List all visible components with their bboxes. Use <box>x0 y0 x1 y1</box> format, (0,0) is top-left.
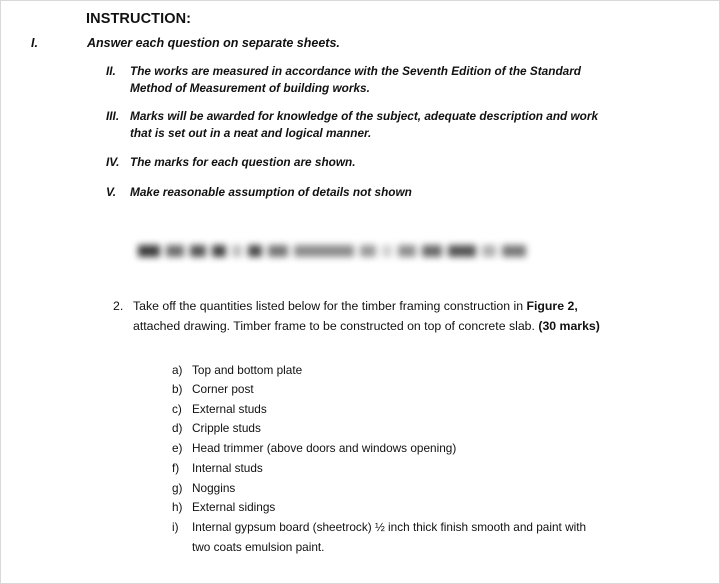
note-2-line-1: The works are measured in accordance with the Seventh Edition of the Standard <box>130 64 582 78</box>
note-numeral-4: IV. <box>106 155 120 169</box>
list-item: Noggins <box>192 481 236 495</box>
list-item-continuation: two coats emulsion paint. <box>192 540 325 554</box>
list-item: Corner post <box>192 382 254 396</box>
question-line-1-text: Take off the quantities listed below for the timber framing construction in <box>133 299 527 313</box>
list-item-letter: i) <box>172 520 179 534</box>
list-item-letter: a) <box>172 363 183 377</box>
list-item: Internal studs <box>192 461 263 475</box>
question-number: 2. <box>113 299 124 313</box>
question-line-1 <box>133 299 578 313</box>
note-3-line-2: that is set out in a neat and logical manner. <box>130 126 372 140</box>
list-item: Head trimmer (above doors and windows opening) <box>192 441 457 455</box>
list-item: Internal gypsum board (sheetrock) ½ inch thick finish smooth and paint with <box>192 520 587 534</box>
list-item: Top and bottom plate <box>192 363 303 377</box>
list-item-letter: e) <box>172 441 183 455</box>
list-item-letter: d) <box>172 421 183 435</box>
instruction-heading: INSTRUCTION: <box>86 11 192 27</box>
list-item-letter: c) <box>172 402 182 416</box>
list-item: External sidings <box>192 500 276 514</box>
section-numeral: I. <box>31 36 38 50</box>
figure-reference: Figure 2, <box>526 299 578 313</box>
note-numeral-3: III. <box>106 109 120 123</box>
list-item: Cripple studs <box>192 421 261 435</box>
note-4-line-1: The marks for each question are shown. <box>130 155 356 169</box>
list-item: External studs <box>192 402 267 416</box>
question-line-2-text: attached drawing. Timber frame to be constructed on top of concrete slab. <box>133 319 539 333</box>
section-text: Answer each question on separate sheets. <box>87 36 340 50</box>
marks-label: (30 marks) <box>538 319 600 333</box>
list-item-letter: g) <box>172 481 183 495</box>
note-2-line-2: Method of Measurement of building works. <box>130 81 370 95</box>
note-numeral-2: II. <box>106 64 116 78</box>
list-item-letter: h) <box>172 500 183 514</box>
note-5-line-1: Make reasonable assumption of details not shown <box>130 185 412 199</box>
redacted-text-block <box>138 233 618 269</box>
note-3-line-1: Marks will be awarded for knowledge of the subject, adequate description and work <box>130 109 599 123</box>
list-item-letter: b) <box>172 382 183 396</box>
note-numeral-5: V. <box>106 185 117 199</box>
question-line-2 <box>133 319 600 333</box>
list-item-letter: f) <box>172 461 180 475</box>
